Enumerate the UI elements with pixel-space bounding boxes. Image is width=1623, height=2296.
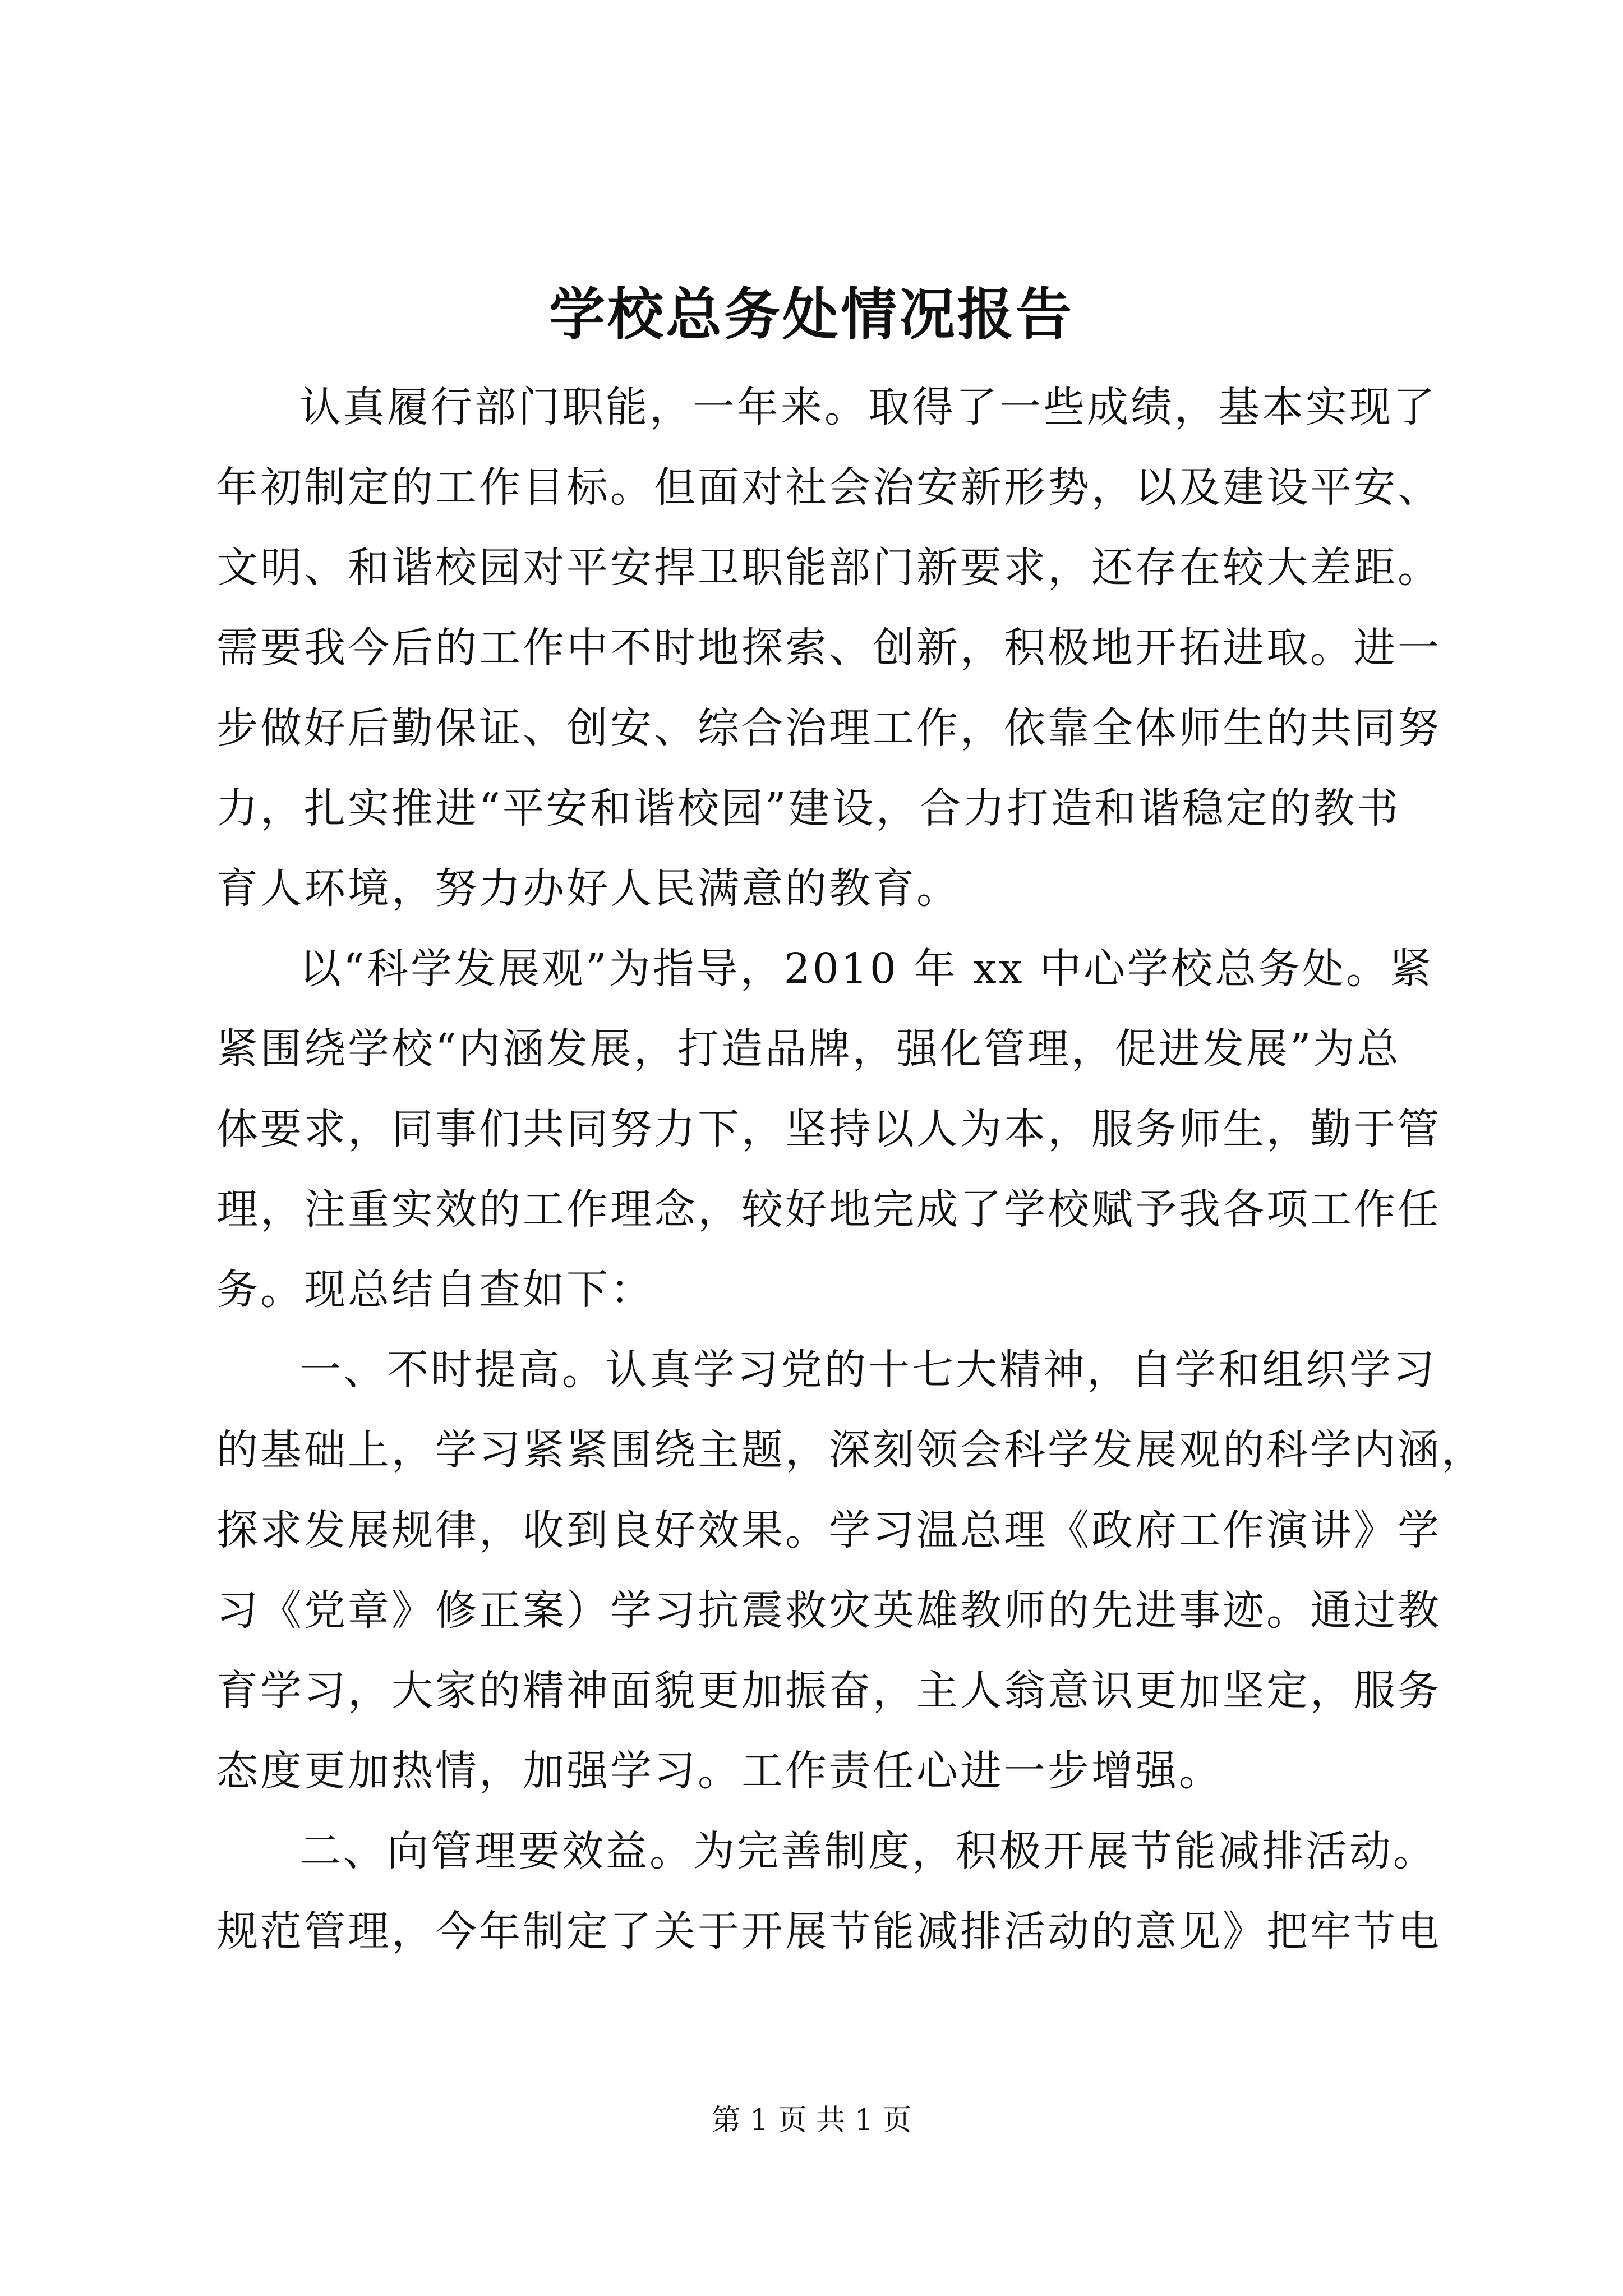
document-body [216, 367, 1485, 1972]
page-number-footer: 第 1 页 共 1 页 [711, 2104, 912, 2137]
paragraph-1-line-3: 文明、和谐校园对平安捍卫职能部门新要求，还存在较大差距。 [216, 544, 1441, 592]
paragraph-1-line-2: 年初制定的工作目标。但面对社会治安新形势，以及建设平安、 [216, 463, 1441, 512]
paragraph-2-line-3: 体要求，同事们共同努力下，坚持以人为本，服务师生，勤于管 [216, 1105, 1441, 1153]
paragraph-3-line-3: 探求发展规律，收到良好效果。学习温总理《政府工作演讲》学 [216, 1506, 1441, 1554]
paragraph-1-line-5: 步做好后勤保证、创安、综合治理工作，依靠全体师生的共同努 [216, 704, 1441, 752]
paragraph-3-line-4: 习《党章》修正案）学习抗震救灾英雄教师的先进事迹。通过教 [216, 1586, 1441, 1635]
paragraph-3-line-6: 态度更加热情，加强学习。工作责任心进一步增强。 [216, 1747, 1223, 1795]
paragraph-3-line-2: 的基础上，学习紧紧围绕主题，深刻领会科学发展观的科学内涵， [216, 1426, 1485, 1474]
paragraph-3-line-5: 育学习，大家的精神面貌更加振奋，主人翁意识更加坚定，服务 [216, 1667, 1441, 1715]
paragraph-1-line-1: 认真履行部门职能，一年来。取得了一些成绩，基本实现了 [299, 383, 1437, 431]
paragraph-1-line-6: 力，扎实推进“平安和谐校园”建设，合力打造和谐稳定的教书 [216, 784, 1401, 832]
paragraph-3-line-1: 一、不时提高。认真学习党的十七大精神，自学和组织学习 [299, 1346, 1437, 1394]
document-title: 学校总务处情况报告 [549, 281, 1074, 347]
paragraph-2-line-5: 务。现总结自查如下： [216, 1266, 654, 1314]
paragraph-1-line-7: 育人环境，努力办好人民满意的教育。 [216, 864, 960, 913]
paragraph-1-line-4: 需要我今后的工作中不时地探索、创新，积极地开拓进取。进一 [216, 624, 1441, 672]
paragraph-2-line-1: 以“科学发展观”为指导，2010 年 xx 中心学校总务处。紧 [299, 945, 1434, 993]
paragraph-4-line-1: 二、向管理要效益。为完善制度，积极开展节能减排活动。 [299, 1827, 1437, 1875]
paragraph-2-line-4: 理，注重实效的工作理念，较好地完成了学校赋予我各项工作任 [216, 1185, 1441, 1234]
paragraph-4-line-2: 规范管理，今年制定了关于开展节能减排活动的意见》把牢节电 [216, 1907, 1441, 1955]
paragraph-2-line-2: 紧围绕学校“内涵发展，打造品牌，强化管理，促进发展”为总 [216, 1025, 1401, 1073]
